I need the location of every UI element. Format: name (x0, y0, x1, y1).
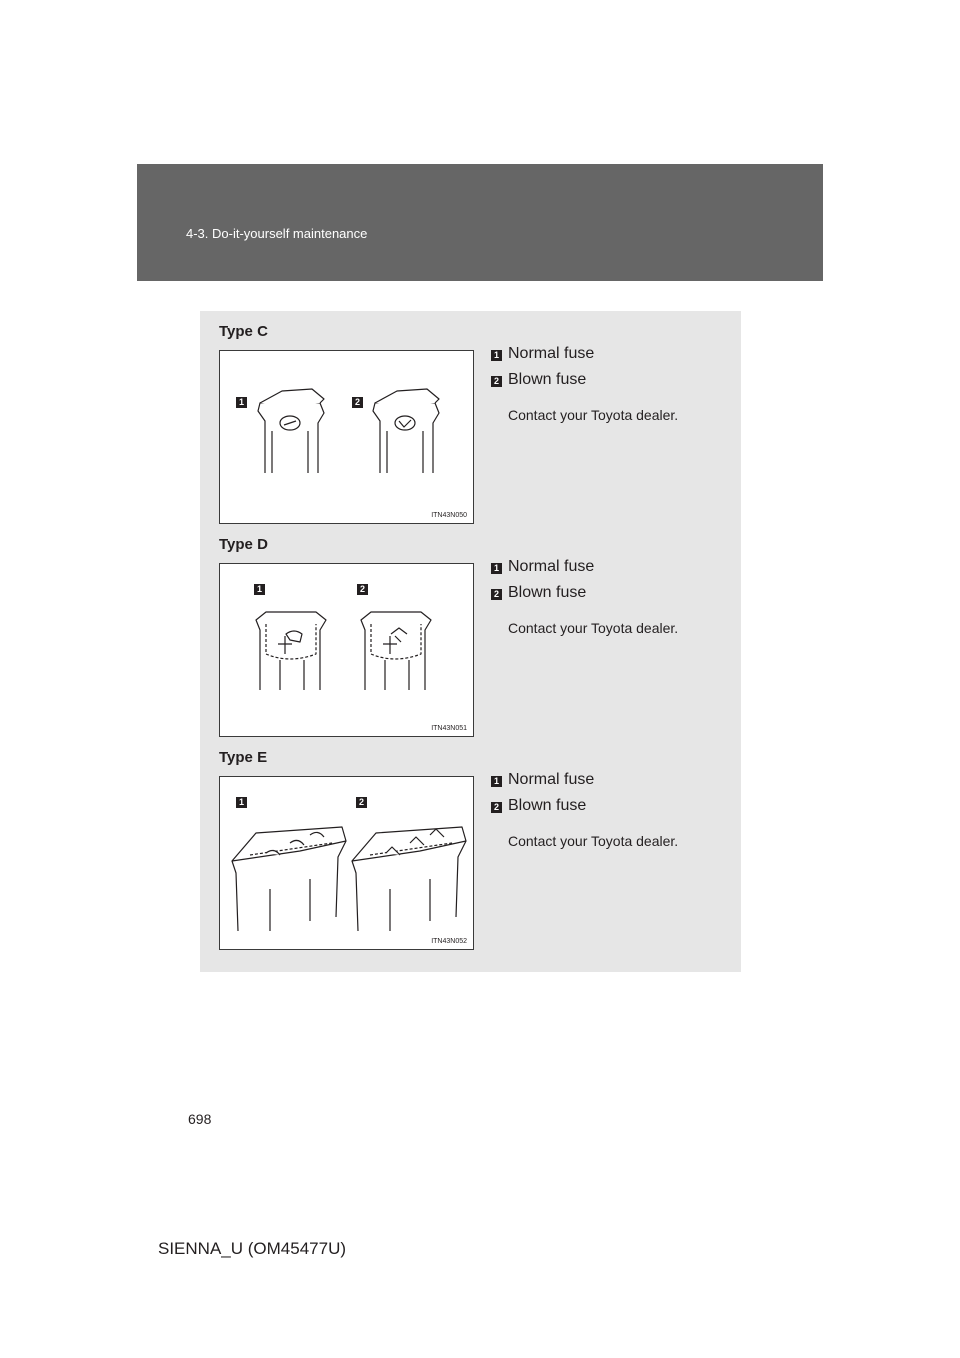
callout-1: 1 (236, 397, 247, 408)
number-badge: 1 (491, 776, 502, 787)
fuse-types-panel (200, 311, 741, 972)
number-badge: 2 (491, 376, 502, 387)
number-badge: 2 (491, 802, 502, 813)
type-d-figure (219, 563, 474, 737)
manual-code: SIENNA_U (OM45477U) (158, 1239, 347, 1258)
number-badge: 1 (491, 563, 502, 574)
number-badge: 2 (491, 589, 502, 600)
legend (491, 771, 731, 849)
legend-label: Blown fuse (508, 797, 587, 814)
legend-item (491, 371, 731, 397)
page-number: 698 (188, 1111, 212, 1127)
legend-label: Blown fuse (508, 584, 587, 601)
figure-code: ITN43N052 (431, 938, 467, 945)
callout-1: 1 (254, 584, 265, 595)
callout-2: 2 (356, 797, 367, 808)
legend (491, 345, 731, 423)
legend-label: Normal fuse (508, 771, 595, 788)
legend-label: Normal fuse (508, 345, 595, 362)
type-title: Type C (219, 323, 268, 340)
type-c-figure (219, 350, 474, 524)
type-title: Type D (219, 536, 268, 553)
type-title: Type E (219, 749, 268, 766)
legend-label: Blown fuse (508, 371, 587, 388)
type-e-illustration (220, 777, 473, 949)
number-badge: 1 (491, 350, 502, 361)
callout-2: 2 (357, 584, 368, 595)
legend-label: Normal fuse (508, 558, 595, 575)
legend-item (491, 771, 731, 797)
callout-2: 2 (352, 397, 363, 408)
type-e-section (200, 737, 741, 952)
type-c-section (200, 311, 741, 526)
legend-item (491, 558, 731, 584)
dealer-note: Contact your Toyota dealer. (508, 620, 679, 636)
legend-item (491, 345, 731, 371)
legend-item (491, 797, 731, 823)
dealer-note: Contact your Toyota dealer. (508, 407, 679, 423)
callout-1: 1 (236, 797, 247, 808)
header-bar (137, 164, 823, 281)
type-c-illustration (220, 351, 473, 523)
legend-item (491, 584, 731, 610)
figure-code: ITN43N051 (431, 725, 467, 732)
figure-code: ITN43N050 (431, 512, 467, 519)
section-title: 4-3. Do-it-yourself maintenance (186, 226, 368, 241)
type-e-figure (219, 776, 474, 950)
type-d-section (200, 524, 741, 739)
dealer-note: Contact your Toyota dealer. (508, 833, 679, 849)
legend (491, 558, 731, 636)
